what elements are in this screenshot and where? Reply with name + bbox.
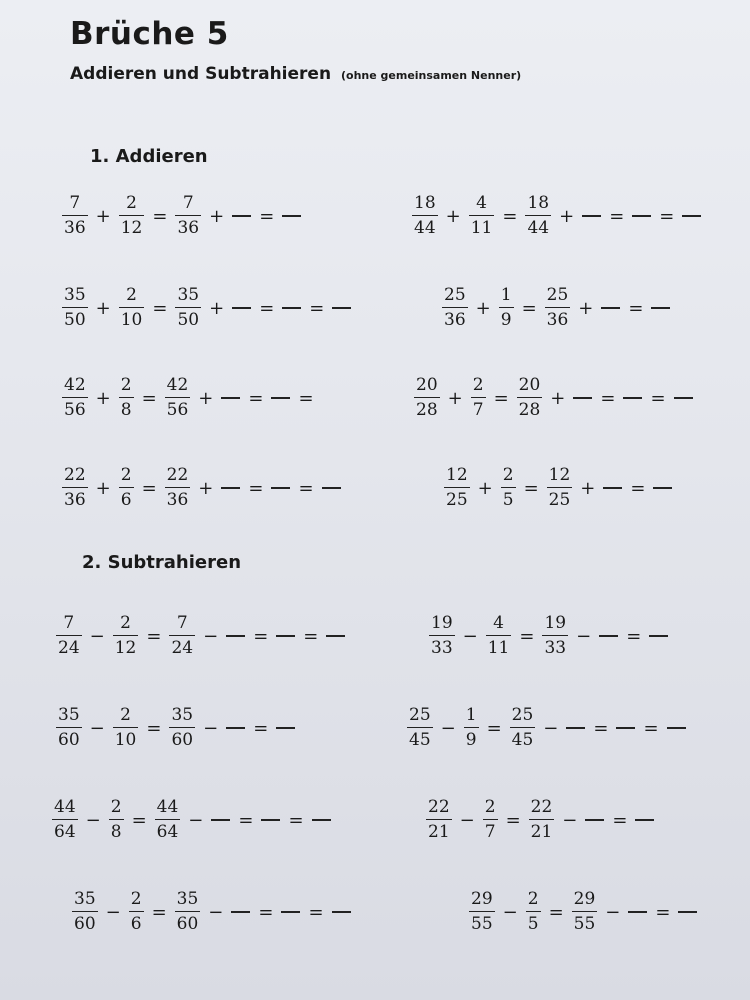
fraction: [175, 888, 201, 935]
fraction-numerator: 29: [471, 888, 493, 909]
fraction-denominator: 7: [484, 822, 496, 843]
equals-sign: =: [131, 809, 147, 831]
answer-blank[interactable]: [322, 487, 341, 489]
answer-blank[interactable]: [226, 727, 245, 729]
equals-sign: =: [152, 205, 168, 227]
equation-row: [438, 278, 674, 338]
fraction: [52, 796, 78, 843]
fraction-numerator: 19: [431, 612, 453, 633]
operator: −: [562, 809, 578, 831]
fraction: [501, 464, 516, 511]
fraction: [545, 284, 571, 331]
fraction-denominator: 45: [511, 730, 534, 751]
fraction: [529, 796, 555, 843]
fraction-denominator: 36: [177, 218, 200, 239]
equals-sign: =: [609, 205, 625, 227]
fraction-denominator: 21: [530, 822, 553, 843]
fraction-numerator: 35: [58, 704, 80, 725]
fraction: [62, 284, 88, 331]
fraction: [169, 704, 195, 751]
operator: +: [198, 477, 214, 499]
fraction-numerator: 12: [446, 464, 468, 485]
fraction-denominator: 36: [444, 310, 466, 331]
fraction-numerator: 12: [548, 464, 571, 485]
fraction-numerator: 2: [130, 888, 142, 909]
fraction-numerator: 22: [428, 796, 450, 817]
equation-row: [68, 882, 355, 942]
fraction-numerator: 42: [64, 374, 86, 395]
fraction: [119, 374, 134, 421]
fraction-denominator: 64: [156, 822, 179, 843]
equals-sign: =: [548, 901, 564, 923]
fraction-numerator: 2: [126, 284, 137, 305]
fraction-numerator: 20: [518, 374, 541, 395]
fraction: [444, 464, 470, 511]
fraction-denominator: 60: [171, 730, 194, 751]
equation-row: [408, 186, 705, 246]
answer-blank[interactable]: [582, 215, 601, 217]
equals-sign: =: [309, 297, 325, 319]
equals-sign: =: [505, 809, 521, 831]
operator: +: [578, 297, 594, 319]
fraction-numerator: 2: [126, 192, 137, 213]
operator: +: [95, 205, 111, 227]
equals-sign: =: [486, 717, 502, 739]
fraction-denominator: 10: [120, 310, 143, 331]
fraction-numerator: 2: [120, 374, 132, 395]
operator: −: [188, 809, 204, 831]
fraction-denominator: 44: [527, 218, 550, 239]
equals-sign: =: [146, 625, 162, 647]
operator: −: [440, 717, 456, 739]
fraction: [426, 796, 452, 843]
fraction-numerator: 1: [465, 704, 477, 725]
fraction: [113, 704, 139, 751]
answer-blank[interactable]: [628, 911, 647, 913]
fraction-numerator: 44: [54, 796, 76, 817]
answer-blank[interactable]: [271, 487, 290, 489]
operator: +: [550, 387, 566, 409]
fraction-denominator: 11: [487, 638, 510, 659]
fraction: [412, 192, 438, 239]
fraction-denominator: 25: [548, 490, 571, 511]
worksheet-title: Brüche 5: [70, 16, 229, 52]
fraction: [414, 374, 440, 421]
fraction-numerator: 22: [530, 796, 553, 817]
answer-blank[interactable]: [649, 635, 668, 637]
fraction: [175, 192, 201, 239]
fraction: [525, 192, 551, 239]
equals-sign: =: [628, 297, 644, 319]
fraction-denominator: 12: [114, 638, 137, 659]
equals-sign: =: [626, 625, 642, 647]
fraction-denominator: 25: [446, 490, 468, 511]
equation-row: [48, 790, 335, 850]
fraction-numerator: 44: [156, 796, 179, 817]
fraction-numerator: 25: [546, 284, 569, 305]
equals-sign: =: [308, 901, 324, 923]
equals-sign: =: [502, 205, 518, 227]
operator: +: [198, 387, 214, 409]
answer-blank[interactable]: [623, 397, 642, 399]
fraction: [165, 374, 191, 421]
fraction-numerator: 2: [472, 374, 484, 395]
fraction-denominator: 36: [166, 490, 189, 511]
equals-sign: =: [259, 205, 275, 227]
equation-row: [465, 882, 701, 942]
operator: +: [95, 477, 111, 499]
fraction-denominator: 55: [573, 914, 596, 935]
fraction-denominator: 36: [64, 490, 86, 511]
fraction: [56, 612, 82, 659]
worksheet-subtitle: [70, 64, 521, 84]
equation-row: [58, 368, 318, 428]
operator: −: [576, 625, 592, 647]
answer-blank[interactable]: [276, 727, 295, 729]
fraction: [464, 704, 479, 751]
fraction-numerator: 29: [573, 888, 596, 909]
answer-blank[interactable]: [271, 397, 290, 399]
equation-row: [440, 458, 676, 518]
equals-sign: =: [655, 901, 671, 923]
fraction-numerator: 35: [171, 704, 194, 725]
equals-sign: =: [152, 297, 168, 319]
fraction: [119, 192, 145, 239]
answer-blank[interactable]: [312, 819, 331, 821]
operator: −: [605, 901, 621, 923]
operator: +: [559, 205, 575, 227]
fraction-denominator: 55: [471, 914, 493, 935]
answer-blank[interactable]: [281, 911, 300, 913]
answer-blank[interactable]: [332, 911, 351, 913]
equals-sign: =: [612, 809, 628, 831]
fraction-numerator: 2: [502, 464, 514, 485]
answer-blank[interactable]: [585, 819, 604, 821]
answer-blank[interactable]: [651, 307, 670, 309]
fraction-numerator: 4: [476, 192, 487, 213]
fraction: [119, 284, 145, 331]
equation-row: [422, 790, 658, 850]
fraction: [510, 704, 536, 751]
answer-blank[interactable]: [632, 215, 651, 217]
equals-sign: =: [248, 477, 264, 499]
equals-sign: =: [238, 809, 254, 831]
fraction-denominator: 56: [166, 400, 189, 421]
equals-sign: =: [288, 809, 304, 831]
fraction: [113, 612, 139, 659]
fraction-denominator: 6: [120, 490, 132, 511]
answer-blank[interactable]: [678, 911, 697, 913]
fraction-numerator: 22: [64, 464, 86, 485]
equals-sign: =: [303, 625, 319, 647]
fraction-denominator: 56: [64, 400, 86, 421]
fraction-denominator: 33: [431, 638, 453, 659]
operator: −: [502, 901, 518, 923]
equals-sign: =: [298, 477, 314, 499]
equation-row: [58, 458, 345, 518]
operator: −: [543, 717, 559, 739]
answer-blank[interactable]: [276, 635, 295, 637]
fraction-denominator: 28: [416, 400, 438, 421]
fraction: [169, 612, 195, 659]
fraction-denominator: 44: [414, 218, 436, 239]
fraction-numerator: 7: [63, 612, 75, 633]
fraction: [155, 796, 181, 843]
operator: −: [208, 901, 224, 923]
equals-sign: =: [600, 387, 616, 409]
answer-blank[interactable]: [232, 307, 251, 309]
section-heading-subtract: 2. Subtrahieren: [82, 552, 242, 573]
equals-sign: =: [643, 717, 659, 739]
fraction-denominator: 60: [58, 730, 80, 751]
fraction-denominator: 6: [130, 914, 142, 935]
fraction-denominator: 9: [500, 310, 512, 331]
fraction: [547, 464, 573, 511]
fraction: [469, 888, 495, 935]
fraction-numerator: 18: [527, 192, 550, 213]
fraction-denominator: 9: [465, 730, 477, 751]
fraction-numerator: 25: [444, 284, 466, 305]
fraction-denominator: 8: [120, 400, 132, 421]
fraction: [129, 888, 144, 935]
operator: −: [105, 901, 121, 923]
equals-sign: =: [141, 387, 157, 409]
fraction: [471, 374, 486, 421]
equation-row: [403, 698, 690, 758]
answer-blank[interactable]: [332, 307, 351, 309]
operator: +: [95, 297, 111, 319]
answer-blank[interactable]: [232, 215, 251, 217]
fraction: [469, 192, 495, 239]
answer-blank[interactable]: [653, 487, 672, 489]
fraction: [56, 704, 82, 751]
fraction-denominator: 28: [518, 400, 541, 421]
equation-row: [410, 368, 697, 428]
operator: −: [89, 625, 105, 647]
fraction-denominator: 60: [176, 914, 199, 935]
fraction-numerator: 2: [120, 464, 132, 485]
answer-blank[interactable]: [603, 487, 622, 489]
operator: +: [475, 297, 491, 319]
answer-blank[interactable]: [226, 635, 245, 637]
equals-sign: =: [593, 717, 609, 739]
answer-blank[interactable]: [282, 307, 301, 309]
fraction-numerator: 19: [544, 612, 567, 633]
answer-blank[interactable]: [221, 487, 240, 489]
fraction: [429, 612, 455, 659]
fraction-denominator: 12: [120, 218, 143, 239]
fraction: [572, 888, 598, 935]
fraction: [119, 464, 134, 511]
answer-blank[interactable]: [211, 819, 230, 821]
operator: −: [85, 809, 101, 831]
operator: +: [445, 205, 461, 227]
fraction: [407, 704, 433, 751]
fraction-denominator: 36: [64, 218, 86, 239]
answer-blank[interactable]: [261, 819, 280, 821]
operator: −: [203, 625, 219, 647]
equals-sign: =: [521, 297, 537, 319]
operator: −: [203, 717, 219, 739]
fraction-denominator: 7: [472, 400, 484, 421]
fraction: [62, 464, 88, 511]
equation-row: [58, 278, 355, 338]
fraction-numerator: 35: [64, 284, 86, 305]
fraction: [499, 284, 514, 331]
fraction-denominator: 5: [527, 914, 539, 935]
fraction: [72, 888, 98, 935]
operator: −: [459, 809, 475, 831]
equation-row: [52, 606, 349, 666]
equation-row: [52, 698, 299, 758]
equals-sign: =: [248, 387, 264, 409]
fraction: [62, 192, 88, 239]
equals-sign: =: [630, 477, 646, 499]
equals-sign: =: [146, 717, 162, 739]
fraction-denominator: 11: [470, 218, 493, 239]
fraction-numerator: 18: [414, 192, 436, 213]
fraction-denominator: 45: [409, 730, 431, 751]
answer-blank[interactable]: [573, 397, 592, 399]
equals-sign: =: [298, 387, 314, 409]
fraction-numerator: 35: [177, 284, 200, 305]
fraction-numerator: 2: [527, 888, 539, 909]
fraction-numerator: 7: [176, 612, 188, 633]
operator: +: [580, 477, 596, 499]
fraction-denominator: 64: [54, 822, 76, 843]
fraction-numerator: 1: [500, 284, 512, 305]
fraction: [175, 284, 201, 331]
operator: +: [447, 387, 463, 409]
fraction-numerator: 2: [120, 704, 131, 725]
fraction-numerator: 20: [416, 374, 438, 395]
subtitle-main: Addieren und Subtrahieren: [70, 64, 332, 84]
fraction-denominator: 50: [64, 310, 86, 331]
fraction-numerator: 35: [176, 888, 199, 909]
answer-blank[interactable]: [221, 397, 240, 399]
equals-sign: =: [151, 901, 167, 923]
fraction-denominator: 8: [110, 822, 122, 843]
fraction: [486, 612, 512, 659]
fraction: [483, 796, 498, 843]
fraction-denominator: 36: [546, 310, 569, 331]
subtitle-note: (ohne gemeinsamen Nenner): [340, 69, 522, 82]
equals-sign: =: [258, 901, 274, 923]
operator: −: [462, 625, 478, 647]
equals-sign: =: [253, 717, 269, 739]
fraction-numerator: 7: [69, 192, 81, 213]
fraction-numerator: 25: [409, 704, 431, 725]
equals-sign: =: [493, 387, 509, 409]
fraction-numerator: 7: [182, 192, 194, 213]
operator: +: [209, 297, 225, 319]
fraction-numerator: 4: [493, 612, 504, 633]
answer-blank[interactable]: [601, 307, 620, 309]
fraction: [517, 374, 543, 421]
equals-sign: =: [523, 477, 539, 499]
fraction-denominator: 60: [74, 914, 96, 935]
equation-row: [58, 186, 305, 246]
fraction-denominator: 24: [171, 638, 194, 659]
equals-sign: =: [659, 205, 675, 227]
operator: −: [89, 717, 105, 739]
fraction-denominator: 5: [502, 490, 514, 511]
fraction-numerator: 2: [484, 796, 496, 817]
section-heading-add: 1. Addieren: [90, 146, 208, 167]
operator: +: [95, 387, 111, 409]
answer-blank[interactable]: [667, 727, 686, 729]
operator: +: [477, 477, 493, 499]
fraction: [62, 374, 88, 421]
equals-sign: =: [519, 625, 535, 647]
fraction-numerator: 22: [166, 464, 189, 485]
answer-blank[interactable]: [682, 215, 701, 217]
fraction: [542, 612, 568, 659]
equals-sign: =: [141, 477, 157, 499]
answer-blank[interactable]: [566, 727, 585, 729]
fraction: [526, 888, 541, 935]
fraction-numerator: 25: [511, 704, 534, 725]
fraction-numerator: 42: [166, 374, 189, 395]
operator: +: [209, 205, 225, 227]
fraction-denominator: 10: [114, 730, 137, 751]
fraction-denominator: 33: [544, 638, 567, 659]
equation-row: [425, 606, 672, 666]
equals-sign: =: [259, 297, 275, 319]
fraction-numerator: 35: [74, 888, 96, 909]
fraction-denominator: 21: [428, 822, 450, 843]
answer-blank[interactable]: [231, 911, 250, 913]
answer-blank[interactable]: [282, 215, 301, 217]
fraction: [109, 796, 124, 843]
answer-blank[interactable]: [599, 635, 618, 637]
fraction: [165, 464, 191, 511]
answer-blank[interactable]: [326, 635, 345, 637]
answer-blank[interactable]: [635, 819, 654, 821]
answer-blank[interactable]: [616, 727, 635, 729]
fraction-numerator: 2: [120, 612, 131, 633]
equals-sign: =: [253, 625, 269, 647]
fraction-numerator: 2: [110, 796, 122, 817]
fraction-denominator: 50: [177, 310, 200, 331]
fraction-denominator: 24: [58, 638, 80, 659]
equals-sign: =: [650, 387, 666, 409]
answer-blank[interactable]: [674, 397, 693, 399]
fraction: [442, 284, 468, 331]
